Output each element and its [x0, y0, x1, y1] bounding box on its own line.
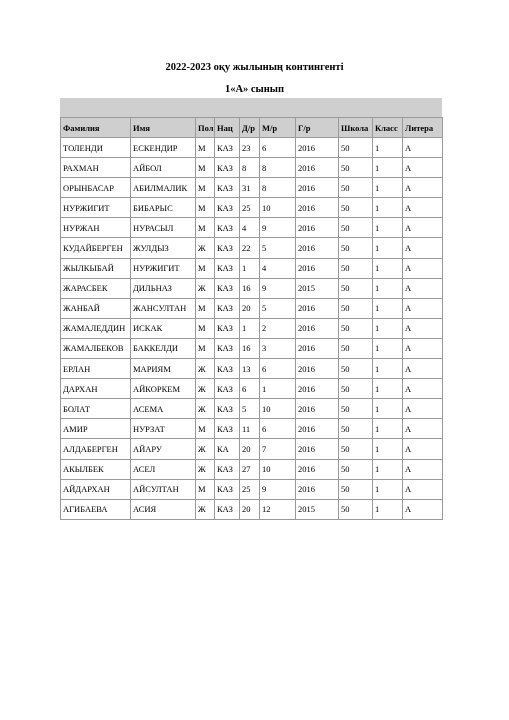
cell-school: 50: [339, 439, 373, 459]
cell-school: 50: [339, 419, 373, 439]
table-row: [61, 158, 443, 178]
cell-grade: 1: [373, 238, 403, 258]
header-birth-day: Д/р: [240, 118, 260, 138]
cell-birth-month: 1: [260, 379, 296, 399]
cell-birth-month: 5: [260, 238, 296, 258]
cell-birth-year: 2016: [296, 298, 339, 318]
cell-gender: Ж: [196, 499, 215, 519]
cell-letter: А: [403, 218, 443, 238]
cell-grade: 1: [373, 399, 403, 419]
cell-letter: А: [403, 138, 443, 158]
cell-birth-year: 2016: [296, 258, 339, 278]
cell-nationality: КАЗ: [215, 399, 240, 419]
cell-letter: А: [403, 499, 443, 519]
cell-birth-day: 13: [240, 359, 260, 379]
cell-letter: А: [403, 439, 443, 459]
cell-birth-month: 9: [260, 278, 296, 298]
cell-birth-year: 2016: [296, 338, 339, 358]
cell-name: ЖУЛДЫЗ: [131, 238, 196, 258]
cell-grade: 1: [373, 499, 403, 519]
cell-gender: М: [196, 338, 215, 358]
cell-grade: 1: [373, 419, 403, 439]
cell-school: 50: [339, 298, 373, 318]
cell-letter: А: [403, 258, 443, 278]
cell-birth-day: 27: [240, 459, 260, 479]
header-birth-month: М/р: [260, 118, 296, 138]
cell-name: АЙСУЛТАН: [131, 479, 196, 499]
cell-grade: 1: [373, 459, 403, 479]
cell-gender: Ж: [196, 459, 215, 479]
cell-nationality: КАЗ: [215, 338, 240, 358]
cell-nationality: КАЗ: [215, 138, 240, 158]
cell-surname: ЖАНБАЙ: [61, 298, 131, 318]
cell-name: НУРЗАТ: [131, 419, 196, 439]
cell-birth-day: 5: [240, 399, 260, 419]
cell-birth-month: 9: [260, 479, 296, 499]
header-row: [61, 118, 443, 138]
cell-school: 50: [339, 178, 373, 198]
cell-surname: ЕРЛАН: [61, 359, 131, 379]
cell-gender: М: [196, 158, 215, 178]
cell-name: АБИЛМАЛИК: [131, 178, 196, 198]
cell-name: НУРАСЫЛ: [131, 218, 196, 238]
cell-surname: ТОЛЕНДИ: [61, 138, 131, 158]
cell-grade: 1: [373, 318, 403, 338]
cell-school: 50: [339, 138, 373, 158]
cell-surname: АЛДАБЕРГЕН: [61, 439, 131, 459]
cell-gender: М: [196, 198, 215, 218]
cell-birth-year: 2016: [296, 399, 339, 419]
cell-grade: 1: [373, 258, 403, 278]
cell-name: АСЕМА: [131, 399, 196, 419]
cell-letter: А: [403, 459, 443, 479]
cell-school: 50: [339, 278, 373, 298]
cell-nationality: КАЗ: [215, 459, 240, 479]
cell-birth-month: 4: [260, 258, 296, 278]
cell-school: 50: [339, 198, 373, 218]
cell-grade: 1: [373, 359, 403, 379]
cell-name: БАККЕЛДИ: [131, 338, 196, 358]
table-row: [61, 318, 443, 338]
cell-nationality: КАЗ: [215, 479, 240, 499]
cell-gender: Ж: [196, 238, 215, 258]
cell-gender: М: [196, 178, 215, 198]
cell-grade: 1: [373, 218, 403, 238]
cell-birth-year: 2015: [296, 499, 339, 519]
cell-name: МАРИЯМ: [131, 359, 196, 379]
table-row: [61, 258, 443, 278]
header-name: Имя: [131, 118, 196, 138]
cell-grade: 1: [373, 479, 403, 499]
cell-nationality: КАЗ: [215, 278, 240, 298]
cell-school: 50: [339, 338, 373, 358]
cell-surname: НУРЖАН: [61, 218, 131, 238]
cell-birth-month: 3: [260, 338, 296, 358]
table-top-band: [60, 98, 442, 117]
cell-grade: 1: [373, 439, 403, 459]
cell-school: 50: [339, 399, 373, 419]
cell-letter: А: [403, 379, 443, 399]
cell-nationality: КА: [215, 439, 240, 459]
cell-name: ДИЛЬНАЗ: [131, 278, 196, 298]
cell-gender: М: [196, 138, 215, 158]
cell-gender: Ж: [196, 379, 215, 399]
cell-gender: Ж: [196, 399, 215, 419]
cell-nationality: КАЗ: [215, 218, 240, 238]
header-surname: Фамилия: [61, 118, 131, 138]
student-table: [60, 117, 443, 520]
table-row: [61, 218, 443, 238]
cell-grade: 1: [373, 138, 403, 158]
cell-gender: М: [196, 479, 215, 499]
cell-birth-day: 25: [240, 479, 260, 499]
cell-birth-month: 7: [260, 439, 296, 459]
cell-nationality: КАЗ: [215, 379, 240, 399]
cell-birth-day: 31: [240, 178, 260, 198]
cell-birth-month: 6: [260, 359, 296, 379]
cell-surname: АГИБАЕВА: [61, 499, 131, 519]
table-row: [61, 399, 443, 419]
cell-school: 50: [339, 499, 373, 519]
cell-name: ЕСКЕНДИР: [131, 138, 196, 158]
cell-surname: НУРЖИГИТ: [61, 198, 131, 218]
cell-letter: А: [403, 278, 443, 298]
cell-birth-month: 10: [260, 198, 296, 218]
header-gender: Пол: [196, 118, 215, 138]
table-row: [61, 298, 443, 318]
cell-letter: А: [403, 479, 443, 499]
table-row: [61, 359, 443, 379]
cell-birth-year: 2016: [296, 318, 339, 338]
cell-name: АЙАРУ: [131, 439, 196, 459]
table-row: [61, 479, 443, 499]
cell-birth-year: 2016: [296, 359, 339, 379]
table-row: [61, 499, 443, 519]
header-grade: Класс: [373, 118, 403, 138]
table-row: [61, 379, 443, 399]
cell-letter: А: [403, 158, 443, 178]
cell-grade: 1: [373, 198, 403, 218]
cell-surname: ОРЫНБАСАР: [61, 178, 131, 198]
cell-birth-year: 2016: [296, 218, 339, 238]
cell-letter: А: [403, 399, 443, 419]
cell-birth-year: 2016: [296, 138, 339, 158]
cell-grade: 1: [373, 379, 403, 399]
cell-gender: М: [196, 318, 215, 338]
document-title: 2022-2023 оқу жылының контингенті: [165, 62, 344, 73]
cell-birth-month: 8: [260, 178, 296, 198]
cell-school: 50: [339, 158, 373, 178]
cell-birth-day: 8: [240, 158, 260, 178]
cell-grade: 1: [373, 158, 403, 178]
cell-school: 50: [339, 359, 373, 379]
cell-birth-day: 23: [240, 138, 260, 158]
cell-birth-day: 6: [240, 379, 260, 399]
cell-birth-day: 16: [240, 338, 260, 358]
cell-birth-day: 20: [240, 499, 260, 519]
cell-grade: 1: [373, 178, 403, 198]
cell-nationality: КАЗ: [215, 359, 240, 379]
cell-surname: ЖАМАЛЕДДИН: [61, 318, 131, 338]
cell-grade: 1: [373, 338, 403, 358]
cell-surname: ЖАРАСБЕК: [61, 278, 131, 298]
cell-nationality: КАЗ: [215, 419, 240, 439]
cell-birth-year: 2016: [296, 419, 339, 439]
cell-name: НУРЖИГИТ: [131, 258, 196, 278]
cell-school: 50: [339, 318, 373, 338]
header-nationality: Нац: [215, 118, 240, 138]
cell-birth-day: 4: [240, 218, 260, 238]
cell-birth-month: 9: [260, 218, 296, 238]
cell-nationality: КАЗ: [215, 318, 240, 338]
cell-name: АСИЯ: [131, 499, 196, 519]
cell-school: 50: [339, 479, 373, 499]
cell-name: АЙБОЛ: [131, 158, 196, 178]
cell-birth-month: 8: [260, 158, 296, 178]
cell-birth-year: 2016: [296, 479, 339, 499]
cell-surname: АМИР: [61, 419, 131, 439]
cell-nationality: КАЗ: [215, 238, 240, 258]
cell-birth-year: 2016: [296, 238, 339, 258]
cell-birth-month: 12: [260, 499, 296, 519]
cell-birth-month: 6: [260, 138, 296, 158]
cell-birth-year: 2016: [296, 198, 339, 218]
cell-birth-day: 20: [240, 439, 260, 459]
table-row: [61, 459, 443, 479]
table-row: [61, 238, 443, 258]
cell-name: ИСКАК: [131, 318, 196, 338]
cell-birth-year: 2016: [296, 178, 339, 198]
cell-birth-day: 1: [240, 258, 260, 278]
cell-name: БИБАРЫС: [131, 198, 196, 218]
cell-birth-month: 5: [260, 298, 296, 318]
cell-school: 50: [339, 238, 373, 258]
cell-surname: БОЛАТ: [61, 399, 131, 419]
cell-gender: М: [196, 298, 215, 318]
cell-letter: А: [403, 359, 443, 379]
table-row: [61, 439, 443, 459]
class-subtitle: 1«А» сынып: [224, 84, 285, 95]
cell-birth-year: 2015: [296, 278, 339, 298]
cell-birth-day: 20: [240, 298, 260, 318]
cell-name: ЖАНСУЛТАН: [131, 298, 196, 318]
cell-surname: РАХМАН: [61, 158, 131, 178]
cell-birth-year: 2016: [296, 379, 339, 399]
cell-letter: А: [403, 318, 443, 338]
cell-surname: КУДАЙБЕРГЕН: [61, 238, 131, 258]
header-letter: Литера: [403, 118, 443, 138]
cell-school: 50: [339, 258, 373, 278]
cell-birth-year: 2016: [296, 459, 339, 479]
cell-school: 50: [339, 459, 373, 479]
cell-birth-day: 25: [240, 198, 260, 218]
table-row: [61, 419, 443, 439]
cell-surname: ЖАМАЛБЕКОВ: [61, 338, 131, 358]
cell-birth-day: 11: [240, 419, 260, 439]
cell-letter: А: [403, 338, 443, 358]
table-row: [61, 138, 443, 158]
cell-birth-day: 1: [240, 318, 260, 338]
header-birth-year: Г/р: [296, 118, 339, 138]
header-school: Школа: [339, 118, 373, 138]
cell-birth-month: 2: [260, 318, 296, 338]
table-body: [61, 138, 443, 520]
cell-surname: АЙДАРХАН: [61, 479, 131, 499]
cell-nationality: КАЗ: [215, 298, 240, 318]
cell-school: 50: [339, 218, 373, 238]
cell-birth-year: 2016: [296, 439, 339, 459]
table-row: [61, 178, 443, 198]
cell-letter: А: [403, 238, 443, 258]
cell-grade: 1: [373, 298, 403, 318]
cell-gender: М: [196, 258, 215, 278]
cell-letter: А: [403, 298, 443, 318]
cell-surname: ДАРХАН: [61, 379, 131, 399]
cell-gender: Ж: [196, 439, 215, 459]
cell-birth-day: 16: [240, 278, 260, 298]
cell-gender: М: [196, 218, 215, 238]
cell-school: 50: [339, 379, 373, 399]
table-row: [61, 198, 443, 218]
cell-name: АСЕЛ: [131, 459, 196, 479]
cell-birth-day: 22: [240, 238, 260, 258]
cell-letter: А: [403, 198, 443, 218]
cell-nationality: КАЗ: [215, 178, 240, 198]
table-row: [61, 278, 443, 298]
cell-birth-month: 6: [260, 419, 296, 439]
cell-gender: М: [196, 419, 215, 439]
cell-nationality: КАЗ: [215, 258, 240, 278]
cell-name: АЙКОРКЕМ: [131, 379, 196, 399]
cell-letter: А: [403, 178, 443, 198]
cell-birth-month: 10: [260, 399, 296, 419]
cell-grade: 1: [373, 278, 403, 298]
cell-surname: АКЫЛБЕК: [61, 459, 131, 479]
cell-nationality: КАЗ: [215, 198, 240, 218]
cell-birth-year: 2016: [296, 158, 339, 178]
cell-nationality: КАЗ: [215, 499, 240, 519]
cell-birth-month: 10: [260, 459, 296, 479]
cell-nationality: КАЗ: [215, 158, 240, 178]
table-row: [61, 338, 443, 358]
cell-letter: А: [403, 419, 443, 439]
cell-gender: Ж: [196, 278, 215, 298]
cell-surname: ЖЫЛКЫБАЙ: [61, 258, 131, 278]
cell-gender: Ж: [196, 359, 215, 379]
